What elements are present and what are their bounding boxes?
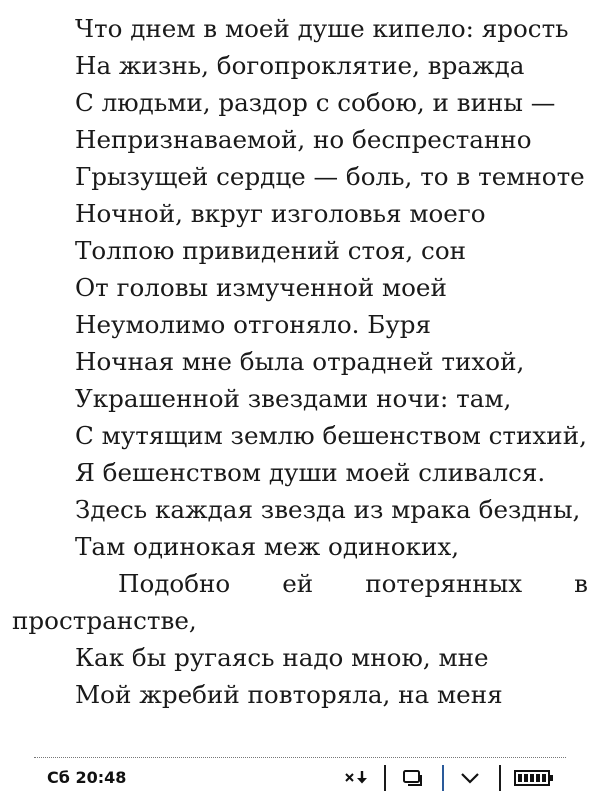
text-word: в [574, 569, 588, 598]
window-icon[interactable] [398, 766, 426, 790]
text-word: ей [282, 569, 314, 598]
text-line: Ночная мне была отрадней тихой, [75, 347, 525, 376]
clock: Сб 20:48 [47, 768, 127, 787]
text-line: С мутящим землю бешенством стихий, [75, 421, 587, 450]
toolbar-separator [499, 765, 501, 791]
text-line: Непризнаваемой, но беспрестанно [75, 125, 532, 154]
text-word: Подобно [118, 569, 231, 598]
text-word: потерянных [365, 569, 523, 598]
chevron-down-icon[interactable] [456, 766, 484, 790]
text-line: Мой жребий повторяла, на меня [75, 680, 503, 709]
text-line: Что днем в моей душе кипело: ярость [75, 14, 569, 43]
status-bar [0, 762, 600, 798]
text-line: Я бешенством души моей сливался. [75, 458, 546, 487]
text-line: Ночной, вкруг изголовья моего [75, 199, 486, 228]
text-line: Здесь каждая звезда из мрака бездны, [75, 495, 581, 524]
text-line: Толпою привидений стоя, сон [75, 236, 467, 265]
text-line: Украшенной звездами ночи: там, [75, 384, 512, 413]
text-line: От головы измученной моей [75, 273, 447, 302]
battery-icon [512, 766, 556, 790]
text-line: На жизнь, богопроклятие, вражда [75, 51, 525, 80]
justified-text-line [118, 565, 588, 602]
text-line: С людьми, раздор с собою, и вины — [75, 88, 556, 117]
footer-divider [34, 757, 566, 758]
toolbar-separator [442, 765, 444, 791]
text-line: Неумолимо отгоняло. Буря [75, 310, 432, 339]
close-download-icon[interactable] [342, 766, 372, 790]
text-line: Там одинокая меж одиноких, [75, 532, 460, 561]
text-line: Как бы ругаясь надо мною, мне [75, 643, 489, 672]
text-line: Грызущей сердце — боль, то в темноте [75, 162, 585, 191]
toolbar-separator [384, 765, 386, 791]
text-line-wrapped: пространстве, [12, 606, 197, 635]
